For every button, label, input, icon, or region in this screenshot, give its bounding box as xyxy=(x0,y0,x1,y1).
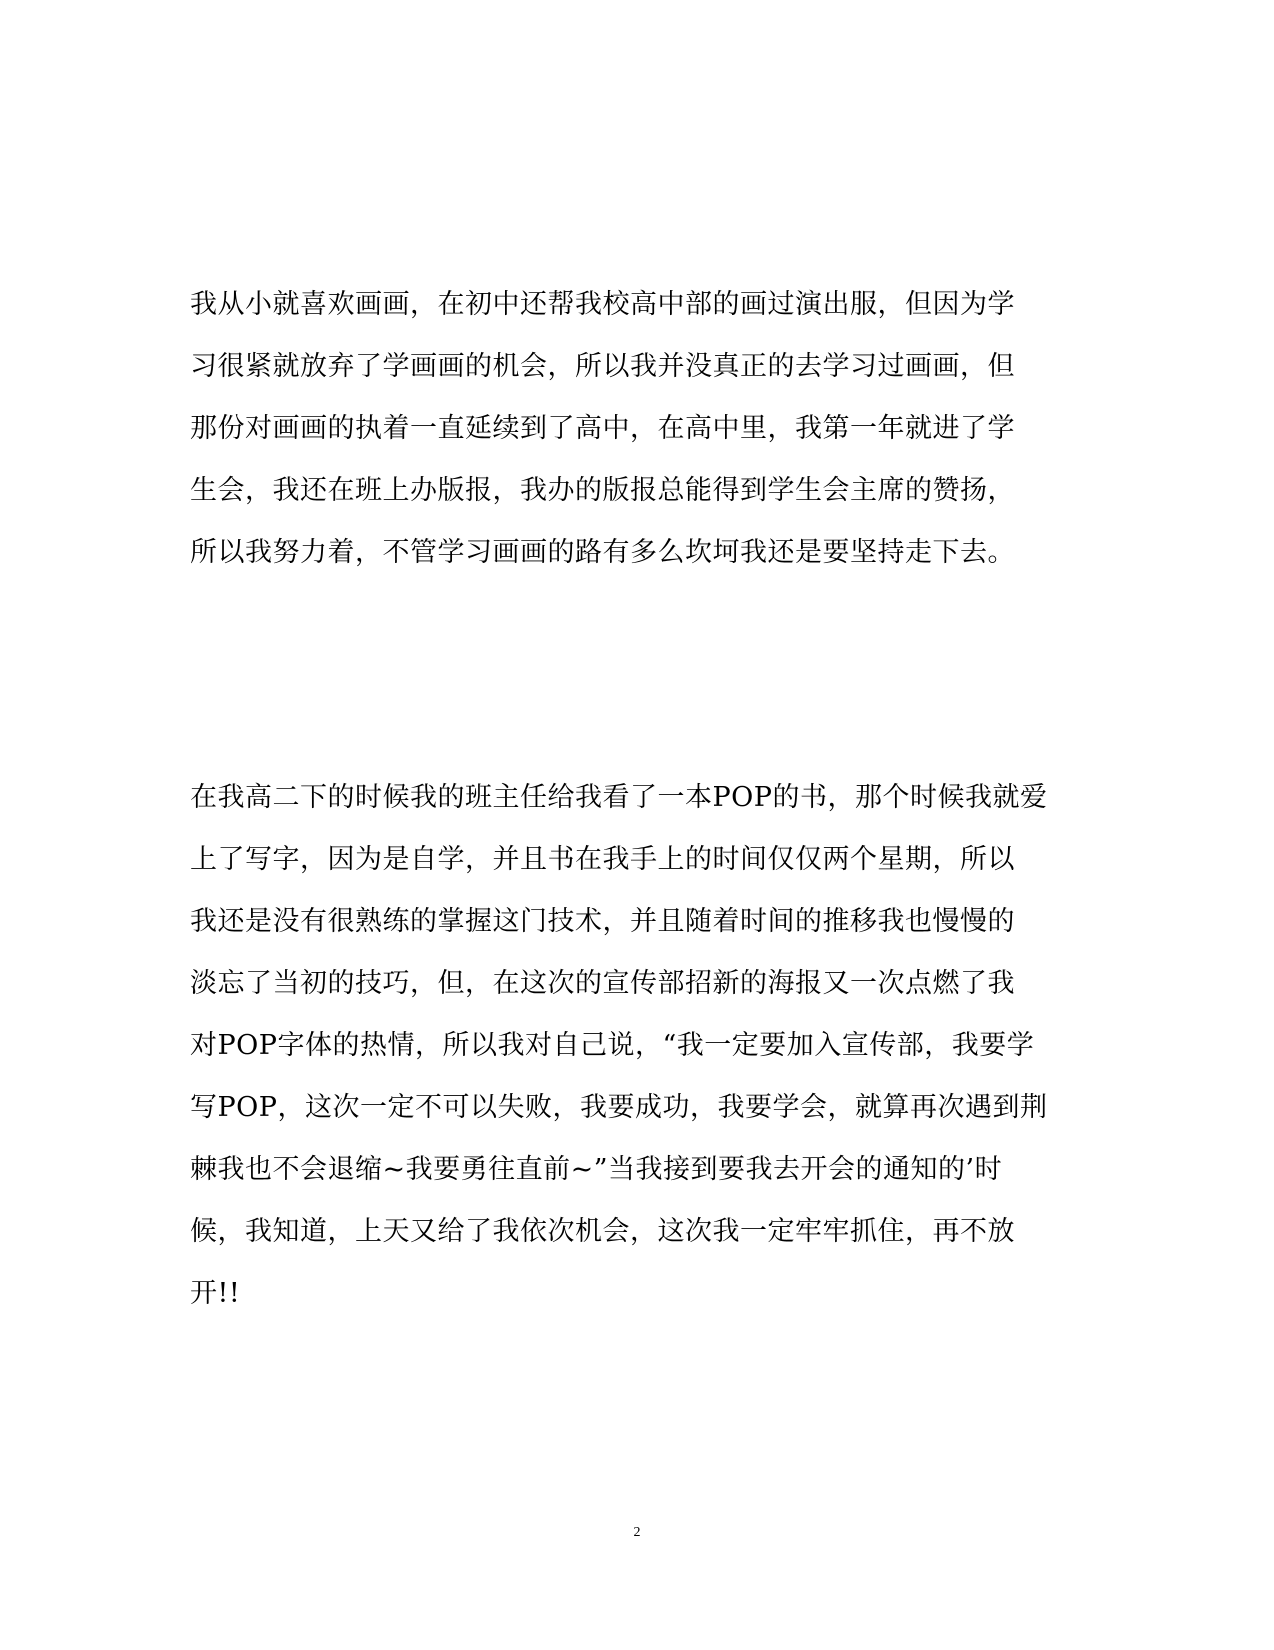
paragraph-2-line-6: 写POP，这次一定不可以失败，我要成功，我要学会，就算再次遇到荆 xyxy=(190,1092,1048,1123)
paragraph-2-line-9: 开!! xyxy=(190,1278,241,1309)
paragraph-2-line-4: 淡忘了当初的技巧，但，在这次的宣传部招新的海报又一次点燃了我 xyxy=(190,968,1015,999)
paragraph-1-line-2: 习很紧就放弃了学画画的机会，所以我并没真正的去学习过画画，但 xyxy=(190,351,1015,382)
paragraph-1-line-5: 所以我努力着，不管学习画画的路有多么坎坷我还是要坚持走下去。 xyxy=(190,537,1015,568)
paragraph-2-line-5: 对POP字体的热情，所以我对自己说，“我一定要加入宣传部，我要学 xyxy=(190,1030,1035,1061)
paragraph-2-line-2: 上了写字，因为是自学，并且书在我手上的时间仅仅两个星期，所以 xyxy=(190,844,1015,875)
paragraph-2-line-8: 候，我知道，上天又给了我依次机会，这次我一定牢牢抓住，再不放 xyxy=(190,1216,1015,1247)
page-number: 2 xyxy=(633,1525,641,1540)
paragraph-1-line-4: 生会，我还在班上办版报，我办的版报总能得到学生会主席的赞扬， xyxy=(190,475,1015,506)
paragraph-2-line-3: 我还是没有很熟练的掌握这门技术，并且随着时间的推移我也慢慢的 xyxy=(190,906,1015,937)
paragraph-2-line-1: 在我高二下的时候我的班主任给我看了一本POP的书，那个时候我就爱 xyxy=(190,782,1048,813)
paragraph-2-line-7: 棘我也不会退缩~我要勇往直前~”当我接到要我去开会的通知的’时 xyxy=(190,1154,1003,1185)
paragraph-1-line-1: 我从小就喜欢画画，在初中还帮我校高中部的画过演出服，但因为学 xyxy=(190,289,1015,320)
paragraph-1-line-3: 那份对画画的执着一直延续到了高中，在高中里，我第一年就进了学 xyxy=(190,413,1015,444)
